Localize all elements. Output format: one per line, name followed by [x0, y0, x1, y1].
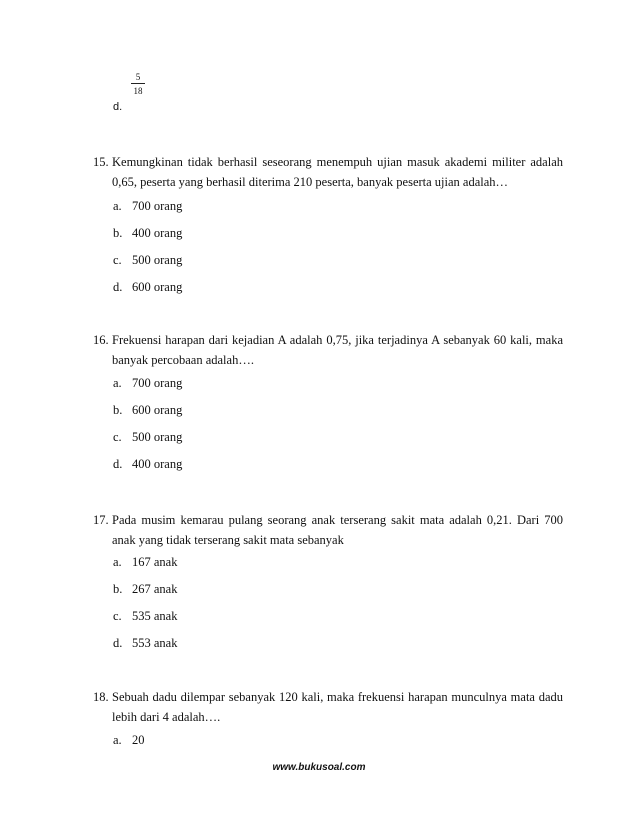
option-15b	[113, 225, 182, 241]
option-16b	[113, 402, 182, 418]
option-label: c.	[113, 609, 122, 623]
question-18	[93, 687, 563, 727]
question-text: Kemungkinan tidak berhasil seseorang menempuh ujian masuk akademi militer adalah 0,65, peserta yang berhasil diterima 210 peserta, banyak peserta ujian adalah…	[112, 155, 563, 189]
option-text: 600 orang	[132, 403, 183, 417]
fraction-numerator: 5	[135, 72, 141, 82]
option-text: 700 orang	[132, 199, 183, 213]
option-16d	[113, 456, 182, 472]
option-text: 500 orang	[132, 253, 183, 267]
option-text: 700 orang	[132, 376, 183, 390]
option-label: a.	[113, 199, 122, 213]
question-15	[93, 152, 563, 192]
option-18a	[113, 732, 145, 748]
option-label: d.	[113, 636, 123, 650]
fraction-bar	[131, 83, 145, 84]
option-label: d.	[113, 280, 123, 294]
option-label: b.	[113, 582, 123, 596]
question-text: Sebuah dadu dilempar sebanyak 120 kali, maka frekuensi harapan munculnya mata dadu lebih dari 4 adalah….	[112, 690, 563, 724]
option-label: b.	[113, 403, 123, 417]
question-number: 17.	[93, 513, 109, 527]
previous-option-label: d.	[113, 101, 123, 113]
option-text: 600 orang	[132, 280, 183, 294]
option-text: 20	[132, 733, 145, 747]
option-label: b.	[113, 226, 123, 240]
fraction-denominator: 18	[133, 86, 143, 96]
option-15d	[113, 279, 182, 295]
question-text: Pada musim kemarau pulang seorang anak terserang sakit mata adalah 0,21. Dari 700 anak yang tidak terserang sakit mata sebanyak	[112, 513, 563, 547]
option-text: 400 orang	[132, 226, 183, 240]
option-15a	[113, 198, 182, 214]
question-text: Frekuensi harapan dari kejadian A adalah 0,75, jika terjadinya A sebanyak 60 kali, maka banyak percobaan adalah….	[112, 333, 563, 367]
option-label: a.	[113, 376, 122, 390]
option-text: 267 anak	[132, 582, 178, 596]
option-text: 500 orang	[132, 430, 183, 444]
option-label: d.	[113, 457, 123, 471]
option-text: 167 anak	[132, 555, 178, 569]
option-17c	[113, 608, 177, 624]
option-16c	[113, 429, 182, 445]
question-17	[93, 510, 563, 550]
option-text: 535 anak	[132, 609, 178, 623]
option-label: c.	[113, 253, 122, 267]
option-17b	[113, 581, 177, 597]
option-text: 553 anak	[132, 636, 178, 650]
option-17a	[113, 554, 177, 570]
footer-website: www.bukusoal.com	[272, 762, 366, 773]
option-label: c.	[113, 430, 122, 444]
option-16a	[113, 375, 182, 391]
question-number: 18.	[93, 690, 109, 704]
option-label: a.	[113, 555, 122, 569]
option-17d	[113, 635, 177, 651]
question-number: 16.	[93, 333, 109, 347]
fraction	[131, 72, 145, 96]
option-label: a.	[113, 733, 122, 747]
option-text: 400 orang	[132, 457, 183, 471]
question-16	[93, 330, 563, 370]
option-15c	[113, 252, 182, 268]
question-number: 15.	[93, 155, 109, 169]
